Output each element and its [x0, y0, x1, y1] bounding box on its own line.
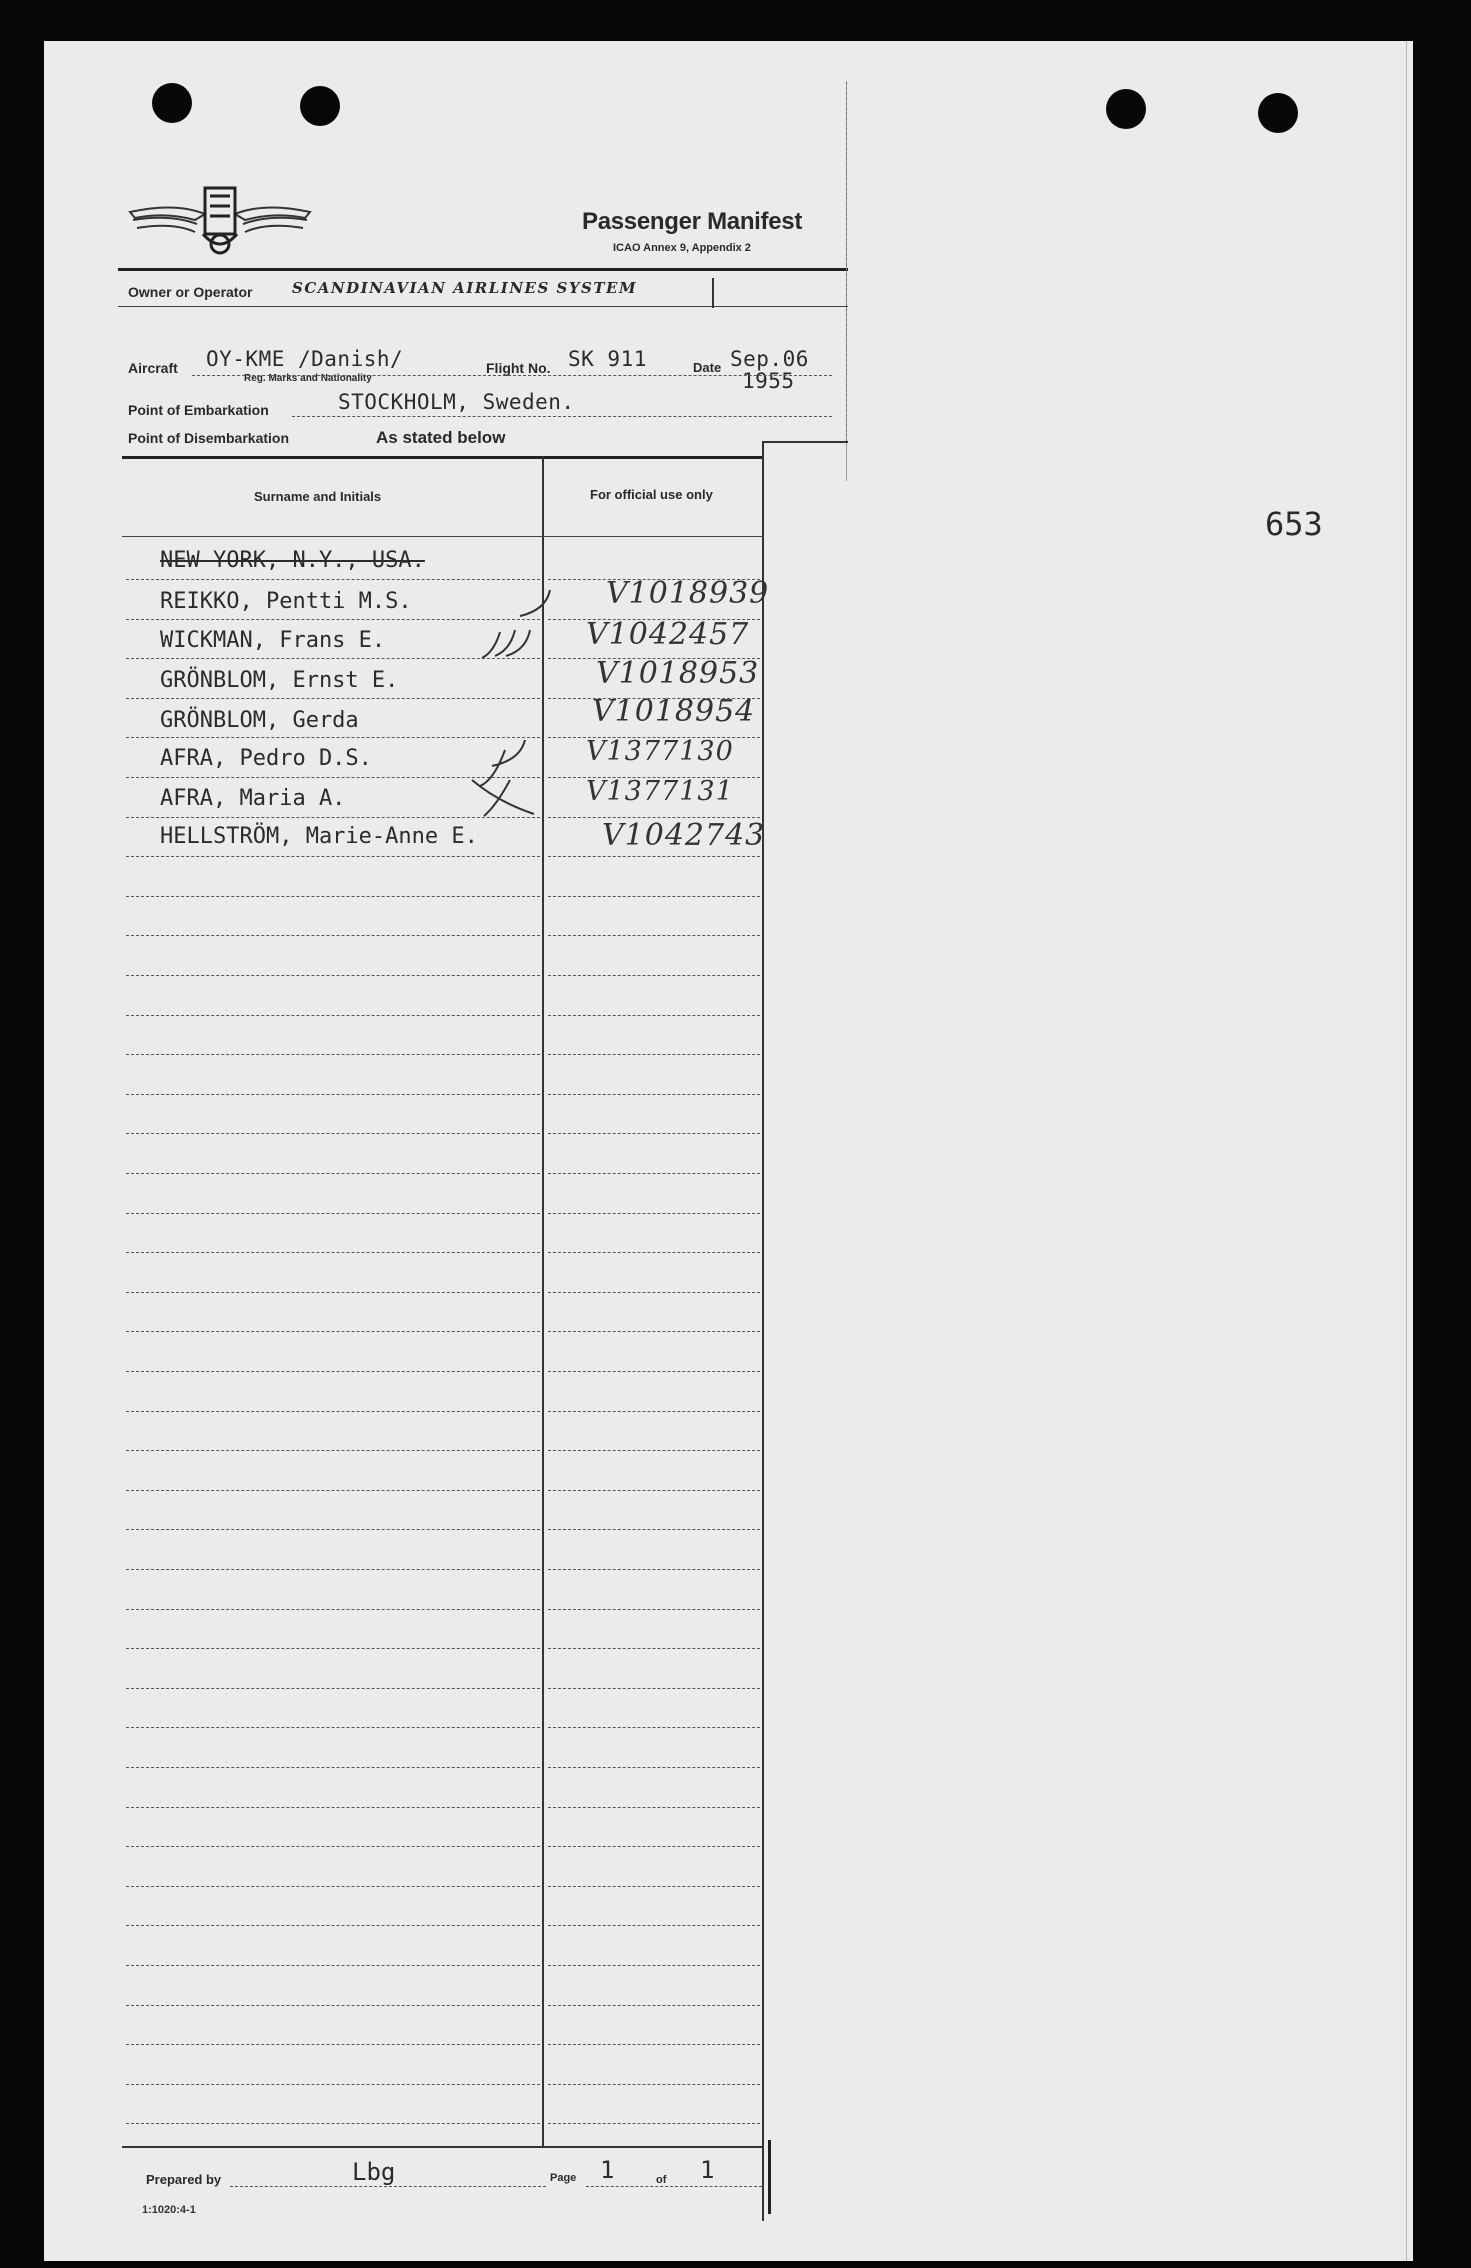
punch-hole: [1106, 89, 1146, 129]
ruled-line: [548, 1965, 760, 1966]
ruled-line: [126, 1133, 540, 1134]
header-rule: [118, 268, 848, 271]
ruled-line: [548, 1331, 760, 1332]
disembark-value: As stated below: [376, 428, 506, 447]
check-marks: [450, 570, 570, 840]
date-value: Sep.06: [730, 347, 809, 371]
page-label: Page: [550, 2172, 577, 2184]
ruled-line: [126, 975, 540, 976]
ruled-line: [548, 1609, 760, 1610]
ruled-line: [126, 1609, 540, 1610]
aircraft-underline: [192, 375, 832, 376]
ruled-line: [126, 1688, 540, 1689]
ruled-line: [548, 1727, 760, 1728]
page-subtitle: ICAO Annex 9, Appendix 2: [613, 242, 751, 254]
aircraft-value: OY-KME /Danish/: [206, 347, 404, 371]
official-number: V1042743: [602, 818, 766, 853]
ruled-line: [548, 1807, 760, 1808]
ruled-line: [548, 1490, 760, 1491]
ruled-line: [126, 1648, 540, 1649]
reg-marks-label: Reg. Marks and Nationality: [244, 373, 372, 384]
page-total: 1: [700, 2156, 715, 2184]
ruled-line: [126, 2005, 540, 2006]
prepared-by-label: Prepared by: [146, 2172, 222, 2187]
ruled-line: [548, 2123, 760, 2124]
ruled-line: [126, 1015, 540, 1016]
ruled-line: [126, 2084, 540, 2085]
ruled-line: [548, 2084, 760, 2085]
flight-label: Flight No.: [486, 360, 551, 376]
ruled-line: [548, 1688, 760, 1689]
punch-hole: [1258, 93, 1298, 133]
owner-label: Owner or Operator: [128, 284, 253, 300]
ruled-line: [548, 2044, 760, 2045]
punch-hole: [300, 86, 340, 126]
prepared-by-value: Lbg: [352, 2158, 396, 2186]
ruled-line: [548, 1292, 760, 1293]
embark-underline: [292, 416, 832, 417]
ruled-line: [126, 2044, 540, 2045]
date-year: 1955: [742, 369, 795, 393]
table-row-name: REIKKO, Pentti M.S.: [160, 589, 412, 614]
ruled-line: [126, 1450, 540, 1451]
ruled-line: [548, 975, 760, 976]
sas-logo-icon: [125, 182, 315, 262]
ruled-line: [126, 896, 540, 897]
official-number: V1018939: [606, 576, 770, 611]
ruled-line: [548, 1767, 760, 1768]
ruled-line: [548, 1054, 760, 1055]
of-label: of: [656, 2174, 667, 2186]
footer-rule: [122, 2146, 764, 2148]
ruled-line: [548, 1173, 760, 1174]
ruled-line: [548, 1450, 760, 1451]
ruled-line: [548, 1411, 760, 1412]
form-code: 1:1020:4-1: [142, 2204, 196, 2216]
ruled-line: [548, 1925, 760, 1926]
ruled-line: [126, 856, 540, 857]
column-header-name: Surname and Initials: [254, 489, 382, 504]
ruled-line: [548, 1133, 760, 1134]
ruled-line: [126, 1252, 540, 1253]
footer-right-edge: [768, 2140, 771, 2214]
punch-hole: [152, 83, 192, 123]
ruled-line: [126, 935, 540, 936]
ruled-line: [126, 1529, 540, 1530]
ruled-line: [126, 1569, 540, 1570]
ruled-line: [548, 1094, 760, 1095]
column-header-official: For official use only: [590, 487, 713, 502]
reference-number: 653: [1265, 505, 1323, 543]
page-number: 1: [600, 2156, 615, 2184]
ruled-line: [126, 1925, 540, 1926]
page-edge-line: [1406, 41, 1407, 2261]
ruled-line: [126, 2123, 540, 2124]
table-row-name: NEW YORK, N.Y., USA.: [160, 548, 425, 573]
ruled-line: [548, 1648, 760, 1649]
ruled-line: [548, 1529, 760, 1530]
ruled-line: [126, 1054, 540, 1055]
table-top-rule: [122, 456, 764, 459]
ruled-line: [548, 856, 760, 857]
ruled-line: [126, 1411, 540, 1412]
table-row-name: GRÖNBLOM, Ernst E.: [160, 668, 399, 693]
ruled-line: [126, 1965, 540, 1966]
ruled-line: [126, 1331, 540, 1332]
ruled-line: [548, 935, 760, 936]
ruled-line: [548, 2005, 760, 2006]
ruled-line: [548, 1846, 760, 1847]
ruled-line: [126, 1886, 540, 1887]
prepared-by-underline: [230, 2186, 546, 2187]
ruled-line: [548, 1569, 760, 1570]
ruled-line: [548, 896, 760, 897]
disembark-label: Point of Disembarkation: [128, 430, 290, 446]
ruled-line: [126, 1767, 540, 1768]
ruled-line: [126, 1094, 540, 1095]
ruled-line: [126, 1173, 540, 1174]
embark-label: Point of Embarkation: [128, 402, 269, 418]
table-row-name: AFRA, Pedro D.S.: [160, 746, 372, 771]
aircraft-label: Aircraft: [128, 360, 178, 376]
table-row-name: AFRA, Maria A.: [160, 786, 346, 811]
ruled-line: [126, 1846, 540, 1847]
table-row-name: WICKMAN, Frans E.: [160, 628, 386, 653]
ruled-line: [548, 1371, 760, 1372]
official-number: V1377130: [586, 736, 734, 767]
owner-value: SCANDINAVIAN AIRLINES SYSTEM: [292, 279, 638, 297]
page-underline: [586, 2186, 762, 2187]
header-right-edge: [846, 82, 847, 442]
table-right-edge: [762, 441, 764, 2221]
embark-value: STOCKHOLM, Sweden.: [338, 390, 575, 414]
flight-value: SK 911: [568, 347, 647, 371]
page-title: Passenger Manifest: [582, 208, 803, 235]
ruled-line: [126, 1807, 540, 1808]
ruled-line: [126, 1490, 540, 1491]
ruled-line: [126, 1371, 540, 1372]
header-rule: [118, 306, 848, 307]
official-number: V1018954: [592, 694, 756, 729]
ruled-line: [126, 1727, 540, 1728]
ruled-line: [126, 1292, 540, 1293]
table-row-name: HELLSTRÖM, Marie-Anne E.: [160, 824, 478, 849]
ruled-line: [548, 1252, 760, 1253]
ruled-line: [126, 1213, 540, 1214]
header-step-rule: [764, 441, 848, 443]
table-row-name: GRÖNBLOM, Gerda: [160, 708, 359, 733]
ruled-line: [548, 1015, 760, 1016]
official-number: V1377131: [586, 776, 734, 807]
header-rule-vertical: [712, 278, 714, 308]
date-label: Date: [693, 360, 722, 375]
ruled-line: [548, 1886, 760, 1887]
official-number: V1018953: [596, 656, 760, 691]
official-number: V1042457: [586, 617, 750, 652]
column-header-rule: [122, 536, 764, 537]
ruled-line: [548, 1213, 760, 1214]
